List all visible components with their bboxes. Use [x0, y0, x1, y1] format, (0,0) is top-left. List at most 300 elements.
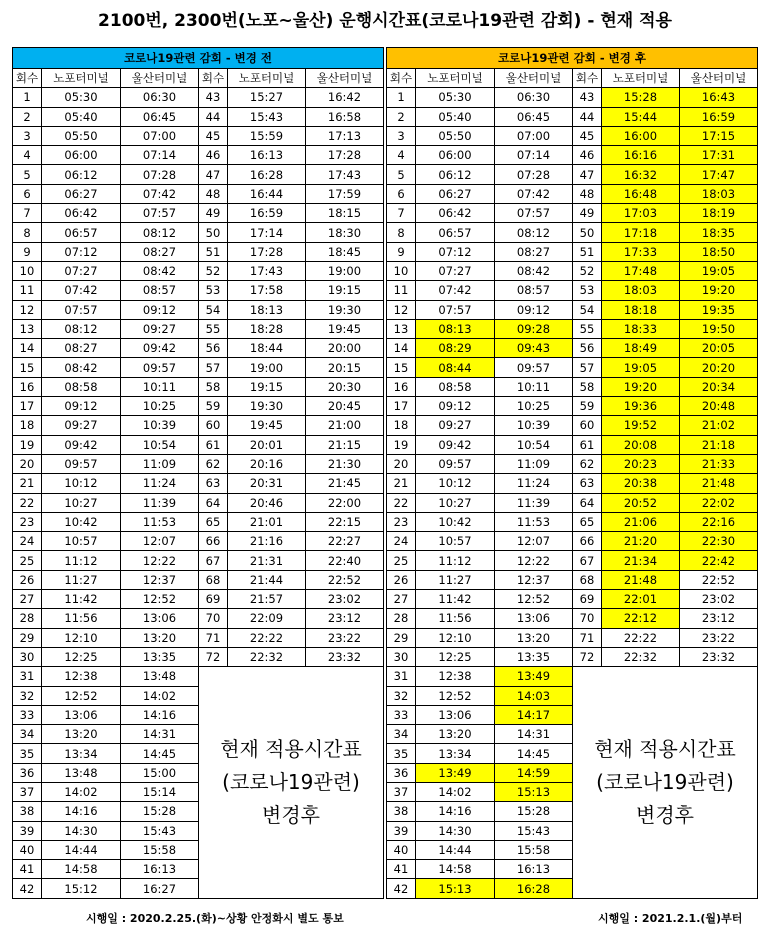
- trip-number-cell: 68: [573, 570, 602, 589]
- departure-time-cell: 08:12: [495, 223, 573, 242]
- table-row: [387, 512, 758, 531]
- trip-number-cell: 24: [13, 532, 42, 551]
- table-row: [13, 281, 384, 300]
- departure-time-cell: 10:25: [495, 397, 573, 416]
- departure-time-cell: 18:15: [306, 204, 384, 223]
- departure-time-cell: 14:03: [495, 686, 573, 705]
- departure-time-cell: 23:02: [680, 590, 758, 609]
- trip-number-cell: 64: [573, 493, 602, 512]
- departure-time-cell: 12:38: [416, 667, 495, 686]
- departure-time-cell: 21:30: [306, 454, 384, 473]
- trip-number-cell: 39: [13, 821, 42, 840]
- departure-time-cell: 18:50: [680, 242, 758, 261]
- timetable-before: [12, 47, 384, 899]
- departure-time-cell: 19:36: [602, 397, 680, 416]
- table-row: [13, 454, 384, 473]
- departure-time-cell: 11:42: [42, 590, 121, 609]
- departure-time-cell: 07:27: [42, 261, 121, 280]
- departure-time-cell: 09:42: [42, 435, 121, 454]
- trip-number-cell: 13: [13, 319, 42, 338]
- table-row: [387, 667, 758, 686]
- note-line: 현재 적용시간표: [594, 736, 736, 761]
- table-row: [13, 300, 384, 319]
- trip-number-cell: 8: [387, 223, 416, 242]
- departure-time-cell: 11:39: [121, 493, 199, 512]
- departure-time-cell: 07:57: [495, 204, 573, 223]
- departure-time-cell: 14:02: [416, 782, 495, 801]
- trip-number-cell: 59: [199, 397, 228, 416]
- departure-time-cell: 11:53: [121, 512, 199, 531]
- departure-time-cell: 11:12: [42, 551, 121, 570]
- departure-time-cell: 19:45: [228, 416, 306, 435]
- trip-number-cell: 44: [199, 107, 228, 126]
- table-row: [13, 204, 384, 223]
- table-row: [13, 667, 384, 686]
- table-row: [13, 107, 384, 126]
- departure-time-cell: 11:24: [495, 474, 573, 493]
- departure-time-cell: 14:45: [495, 744, 573, 763]
- trip-number-cell: 67: [199, 551, 228, 570]
- table-row: [387, 339, 758, 358]
- departure-time-cell: 16:44: [228, 184, 306, 203]
- departure-time-cell: 08:57: [121, 281, 199, 300]
- column-header: 노포터미널: [416, 69, 495, 88]
- departure-time-cell: 15:43: [495, 821, 573, 840]
- departure-time-cell: 08:44: [416, 358, 495, 377]
- table-row: [13, 512, 384, 531]
- departure-time-cell: 12:37: [495, 570, 573, 589]
- departure-time-cell: 19:30: [228, 397, 306, 416]
- trip-number-cell: 50: [199, 223, 228, 242]
- trip-number-cell: 28: [387, 609, 416, 628]
- departure-time-cell: 22:15: [306, 512, 384, 531]
- departure-time-cell: 07:14: [121, 146, 199, 165]
- departure-time-cell: 16:13: [228, 146, 306, 165]
- trip-number-cell: 44: [573, 107, 602, 126]
- trip-number-cell: 10: [13, 261, 42, 280]
- departure-time-cell: 18:49: [602, 339, 680, 358]
- table-row: [13, 590, 384, 609]
- table-row: [387, 647, 758, 666]
- trip-number-cell: 28: [13, 609, 42, 628]
- departure-time-cell: 07:42: [416, 281, 495, 300]
- trip-number-cell: 57: [199, 358, 228, 377]
- departure-time-cell: 22:32: [602, 647, 680, 666]
- table-row: [13, 397, 384, 416]
- departure-time-cell: 19:05: [680, 261, 758, 280]
- trip-number-cell: 69: [199, 590, 228, 609]
- departure-time-cell: 15:28: [495, 802, 573, 821]
- departure-time-cell: 08:42: [121, 261, 199, 280]
- trip-number-cell: 71: [199, 628, 228, 647]
- departure-time-cell: 06:30: [495, 88, 573, 107]
- table-row: [13, 146, 384, 165]
- table-section-header: 코로나19관련 감회 - 변경 후: [387, 48, 758, 69]
- departure-time-cell: 10:27: [416, 493, 495, 512]
- departure-time-cell: 11:27: [416, 570, 495, 589]
- departure-time-cell: 22:52: [680, 570, 758, 589]
- departure-time-cell: 12:37: [121, 570, 199, 589]
- trip-number-cell: 17: [13, 397, 42, 416]
- trip-number-cell: 26: [387, 570, 416, 589]
- table-row: [13, 88, 384, 107]
- departure-time-cell: 15:58: [121, 840, 199, 859]
- table-row: [13, 339, 384, 358]
- departure-time-cell: 13:34: [416, 744, 495, 763]
- trip-number-cell: 11: [13, 281, 42, 300]
- departure-time-cell: 21:31: [228, 551, 306, 570]
- trip-number-cell: 33: [13, 705, 42, 724]
- departure-time-cell: 16:28: [495, 879, 573, 898]
- table-row: [13, 570, 384, 589]
- departure-time-cell: 19:05: [602, 358, 680, 377]
- departure-time-cell: 16:43: [680, 88, 758, 107]
- departure-time-cell: 10:25: [121, 397, 199, 416]
- departure-time-cell: 17:47: [680, 165, 758, 184]
- departure-time-cell: 15:27: [228, 88, 306, 107]
- departure-time-cell: 16:00: [602, 126, 680, 145]
- departure-time-cell: 10:12: [42, 474, 121, 493]
- departure-time-cell: 05:40: [42, 107, 121, 126]
- table-row: [13, 493, 384, 512]
- trip-number-cell: 46: [199, 146, 228, 165]
- table-row: [387, 397, 758, 416]
- departure-time-cell: 12:52: [121, 590, 199, 609]
- trip-number-cell: 13: [387, 319, 416, 338]
- trip-number-cell: 23: [387, 512, 416, 531]
- table-row: [387, 628, 758, 647]
- trip-number-cell: 61: [573, 435, 602, 454]
- table-row: [387, 551, 758, 570]
- table-row: [13, 242, 384, 261]
- departure-time-cell: 17:43: [228, 261, 306, 280]
- trip-number-cell: 43: [199, 88, 228, 107]
- departure-time-cell: 18:45: [306, 242, 384, 261]
- departure-time-cell: 15:43: [121, 821, 199, 840]
- trip-number-cell: 24: [387, 532, 416, 551]
- departure-time-cell: 13:20: [495, 628, 573, 647]
- departure-time-cell: 08:27: [42, 339, 121, 358]
- table-row: [13, 551, 384, 570]
- trip-number-cell: 31: [387, 667, 416, 686]
- trip-number-cell: 8: [13, 223, 42, 242]
- note-line: 변경후: [636, 802, 694, 827]
- trip-number-cell: 67: [573, 551, 602, 570]
- departure-time-cell: 06:45: [121, 107, 199, 126]
- column-header: 울산터미널: [306, 69, 384, 88]
- trip-number-cell: 31: [13, 667, 42, 686]
- departure-time-cell: 23:32: [680, 647, 758, 666]
- trip-number-cell: 63: [199, 474, 228, 493]
- table-row: [13, 126, 384, 145]
- departure-time-cell: 17:48: [602, 261, 680, 280]
- trip-number-cell: 9: [387, 242, 416, 261]
- departure-time-cell: 12:07: [121, 532, 199, 551]
- trip-number-cell: 20: [13, 454, 42, 473]
- departure-time-cell: 19:45: [306, 319, 384, 338]
- departure-time-cell: 07:42: [495, 184, 573, 203]
- departure-time-cell: 16:28: [228, 165, 306, 184]
- table-row: [13, 377, 384, 396]
- departure-time-cell: 17:59: [306, 184, 384, 203]
- table-row: [387, 493, 758, 512]
- departure-time-cell: 12:10: [42, 628, 121, 647]
- table-row: [387, 454, 758, 473]
- trip-number-cell: 41: [387, 860, 416, 879]
- trip-number-cell: 29: [13, 628, 42, 647]
- departure-time-cell: 14:02: [42, 782, 121, 801]
- departure-time-cell: 08:58: [42, 377, 121, 396]
- departure-time-cell: 09:12: [416, 397, 495, 416]
- trip-number-cell: 62: [573, 454, 602, 473]
- trip-number-cell: 37: [13, 782, 42, 801]
- trip-number-cell: 25: [13, 551, 42, 570]
- departure-time-cell: 18:03: [680, 184, 758, 203]
- departure-time-cell: 11:39: [495, 493, 573, 512]
- departure-time-cell: 14:16: [121, 705, 199, 724]
- table-row: [387, 223, 758, 242]
- departure-time-cell: 20:34: [680, 377, 758, 396]
- table-row: [387, 609, 758, 628]
- table-row: [387, 126, 758, 145]
- departure-time-cell: 16:48: [602, 184, 680, 203]
- departure-time-cell: 07:12: [42, 242, 121, 261]
- departure-time-cell: 09:57: [416, 454, 495, 473]
- departure-time-cell: 20:16: [228, 454, 306, 473]
- trip-number-cell: 58: [199, 377, 228, 396]
- departure-time-cell: 15:13: [416, 879, 495, 898]
- departure-time-cell: 22:27: [306, 532, 384, 551]
- departure-time-cell: 15:13: [495, 782, 573, 801]
- trip-number-cell: 49: [199, 204, 228, 223]
- trip-number-cell: 3: [13, 126, 42, 145]
- departure-time-cell: 11:09: [121, 454, 199, 473]
- departure-time-cell: 06:12: [416, 165, 495, 184]
- trip-number-cell: 26: [13, 570, 42, 589]
- trip-number-cell: 25: [387, 551, 416, 570]
- departure-time-cell: 21:45: [306, 474, 384, 493]
- departure-time-cell: 09:57: [495, 358, 573, 377]
- departure-time-cell: 19:30: [306, 300, 384, 319]
- departure-time-cell: 06:00: [416, 146, 495, 165]
- trip-number-cell: 12: [387, 300, 416, 319]
- trip-number-cell: 55: [573, 319, 602, 338]
- departure-time-cell: 21:48: [602, 570, 680, 589]
- trip-number-cell: 30: [13, 647, 42, 666]
- trip-number-cell: 61: [199, 435, 228, 454]
- departure-time-cell: 21:02: [680, 416, 758, 435]
- trip-number-cell: 18: [13, 416, 42, 435]
- column-header: 울산터미널: [121, 69, 199, 88]
- departure-time-cell: 10:39: [121, 416, 199, 435]
- effective-date-before: 시행일 : 2020.2.25.(화)~상황 안정화시 별도 통보: [86, 912, 344, 925]
- departure-time-cell: 10:57: [42, 532, 121, 551]
- departure-time-cell: 18:30: [306, 223, 384, 242]
- trip-number-cell: 21: [13, 474, 42, 493]
- table-section-header: 코로나19관련 감회 - 변경 전: [13, 48, 384, 69]
- departure-time-cell: 06:57: [416, 223, 495, 242]
- departure-time-cell: 07:42: [42, 281, 121, 300]
- table-row: [387, 242, 758, 261]
- column-header: 울산터미널: [680, 69, 758, 88]
- table-row: [13, 416, 384, 435]
- departure-time-cell: 07:28: [121, 165, 199, 184]
- departure-time-cell: 22:22: [228, 628, 306, 647]
- table-row: [387, 281, 758, 300]
- table-row: [387, 88, 758, 107]
- trip-number-cell: 4: [387, 146, 416, 165]
- departure-time-cell: 12:52: [495, 590, 573, 609]
- trip-number-cell: 62: [199, 454, 228, 473]
- departure-time-cell: 18:35: [680, 223, 758, 242]
- departure-time-cell: 16:13: [495, 860, 573, 879]
- departure-time-cell: 18:19: [680, 204, 758, 223]
- departure-time-cell: 07:12: [416, 242, 495, 261]
- departure-time-cell: 23:02: [306, 590, 384, 609]
- trip-number-cell: 5: [387, 165, 416, 184]
- departure-time-cell: 10:11: [495, 377, 573, 396]
- trip-number-cell: 47: [199, 165, 228, 184]
- departure-time-cell: 21:18: [680, 435, 758, 454]
- departure-time-cell: 11:09: [495, 454, 573, 473]
- trip-number-cell: 1: [13, 88, 42, 107]
- table-row: [387, 532, 758, 551]
- trip-number-cell: 48: [199, 184, 228, 203]
- departure-time-cell: 09:12: [495, 300, 573, 319]
- departure-time-cell: 15:43: [228, 107, 306, 126]
- trip-number-cell: 72: [199, 647, 228, 666]
- departure-time-cell: 13:20: [42, 725, 121, 744]
- departure-time-cell: 09:27: [42, 416, 121, 435]
- trip-number-cell: 11: [387, 281, 416, 300]
- departure-time-cell: 19:15: [306, 281, 384, 300]
- departure-time-cell: 23:22: [680, 628, 758, 647]
- table-row: [387, 204, 758, 223]
- departure-time-cell: 09:57: [42, 454, 121, 473]
- column-header: 노포터미널: [228, 69, 306, 88]
- table-row: [13, 223, 384, 242]
- trip-number-cell: 20: [387, 454, 416, 473]
- trip-number-cell: 41: [13, 860, 42, 879]
- departure-time-cell: 22:12: [602, 609, 680, 628]
- table-row: [13, 609, 384, 628]
- departure-time-cell: 08:57: [495, 281, 573, 300]
- departure-time-cell: 17:03: [602, 204, 680, 223]
- trip-number-cell: 60: [199, 416, 228, 435]
- departure-time-cell: 21:06: [602, 512, 680, 531]
- table-row: [387, 435, 758, 454]
- departure-time-cell: 17:18: [602, 223, 680, 242]
- departure-time-cell: 10:39: [495, 416, 573, 435]
- trip-number-cell: 56: [199, 339, 228, 358]
- departure-time-cell: 20:48: [680, 397, 758, 416]
- departure-time-cell: 05:50: [42, 126, 121, 145]
- trip-number-cell: 32: [13, 686, 42, 705]
- table-row: [387, 165, 758, 184]
- trip-number-cell: 37: [387, 782, 416, 801]
- departure-time-cell: 08:58: [416, 377, 495, 396]
- departure-time-cell: 12:22: [495, 551, 573, 570]
- departure-time-cell: 07:28: [495, 165, 573, 184]
- departure-time-cell: 14:17: [495, 705, 573, 724]
- trip-number-cell: 19: [13, 435, 42, 454]
- departure-time-cell: 14:31: [121, 725, 199, 744]
- trip-number-cell: 2: [387, 107, 416, 126]
- trip-number-cell: 16: [13, 377, 42, 396]
- departure-time-cell: 20:38: [602, 474, 680, 493]
- trip-number-cell: 22: [387, 493, 416, 512]
- column-header: 회수: [387, 69, 416, 88]
- departure-time-cell: 18:28: [228, 319, 306, 338]
- trip-number-cell: 43: [573, 88, 602, 107]
- departure-time-cell: 15:28: [602, 88, 680, 107]
- departure-time-cell: 14:16: [416, 802, 495, 821]
- trip-number-cell: 36: [387, 763, 416, 782]
- departure-time-cell: 11:53: [495, 512, 573, 531]
- table-row: [387, 377, 758, 396]
- timetable-note: [573, 667, 758, 899]
- table-row: [13, 647, 384, 666]
- trip-number-cell: 19: [387, 435, 416, 454]
- trip-number-cell: 32: [387, 686, 416, 705]
- departure-time-cell: 17:28: [228, 242, 306, 261]
- departure-time-cell: 20:52: [602, 493, 680, 512]
- departure-time-cell: 16:59: [228, 204, 306, 223]
- departure-time-cell: 17:58: [228, 281, 306, 300]
- departure-time-cell: 13:48: [42, 763, 121, 782]
- departure-time-cell: 07:57: [42, 300, 121, 319]
- trip-number-cell: 4: [13, 146, 42, 165]
- departure-time-cell: 13:49: [495, 667, 573, 686]
- departure-time-cell: 08:27: [495, 242, 573, 261]
- trip-number-cell: 53: [573, 281, 602, 300]
- departure-time-cell: 12:52: [416, 686, 495, 705]
- table-row: [387, 261, 758, 280]
- trip-number-cell: 56: [573, 339, 602, 358]
- departure-time-cell: 11:24: [121, 474, 199, 493]
- timetable-after: [386, 47, 758, 899]
- departure-time-cell: 21:48: [680, 474, 758, 493]
- departure-time-cell: 15:12: [42, 879, 121, 898]
- table-row: [13, 319, 384, 338]
- departure-time-cell: 09:12: [121, 300, 199, 319]
- departure-time-cell: 17:43: [306, 165, 384, 184]
- departure-time-cell: 12:25: [42, 647, 121, 666]
- departure-time-cell: 21:00: [306, 416, 384, 435]
- departure-time-cell: 14:02: [121, 686, 199, 705]
- departure-time-cell: 11:12: [416, 551, 495, 570]
- departure-time-cell: 08:42: [42, 358, 121, 377]
- page-title: 2100번, 2300번(노포~울산) 운행시간표(코로나19관련 감회) - 현재 적용: [98, 11, 672, 31]
- trip-number-cell: 40: [387, 840, 416, 859]
- trip-number-cell: 64: [199, 493, 228, 512]
- table-row: [13, 474, 384, 493]
- trip-number-cell: 38: [387, 802, 416, 821]
- departure-time-cell: 06:45: [495, 107, 573, 126]
- departure-time-cell: 10:57: [416, 532, 495, 551]
- departure-time-cell: 09:27: [121, 319, 199, 338]
- departure-time-cell: 12:22: [121, 551, 199, 570]
- departure-time-cell: 11:56: [416, 609, 495, 628]
- departure-time-cell: 14:31: [495, 725, 573, 744]
- trip-number-cell: 7: [387, 204, 416, 223]
- trip-number-cell: 54: [199, 300, 228, 319]
- departure-time-cell: 07:57: [121, 204, 199, 223]
- table-row: [387, 184, 758, 203]
- departure-time-cell: 14:30: [42, 821, 121, 840]
- departure-time-cell: 19:35: [680, 300, 758, 319]
- departure-time-cell: 15:59: [228, 126, 306, 145]
